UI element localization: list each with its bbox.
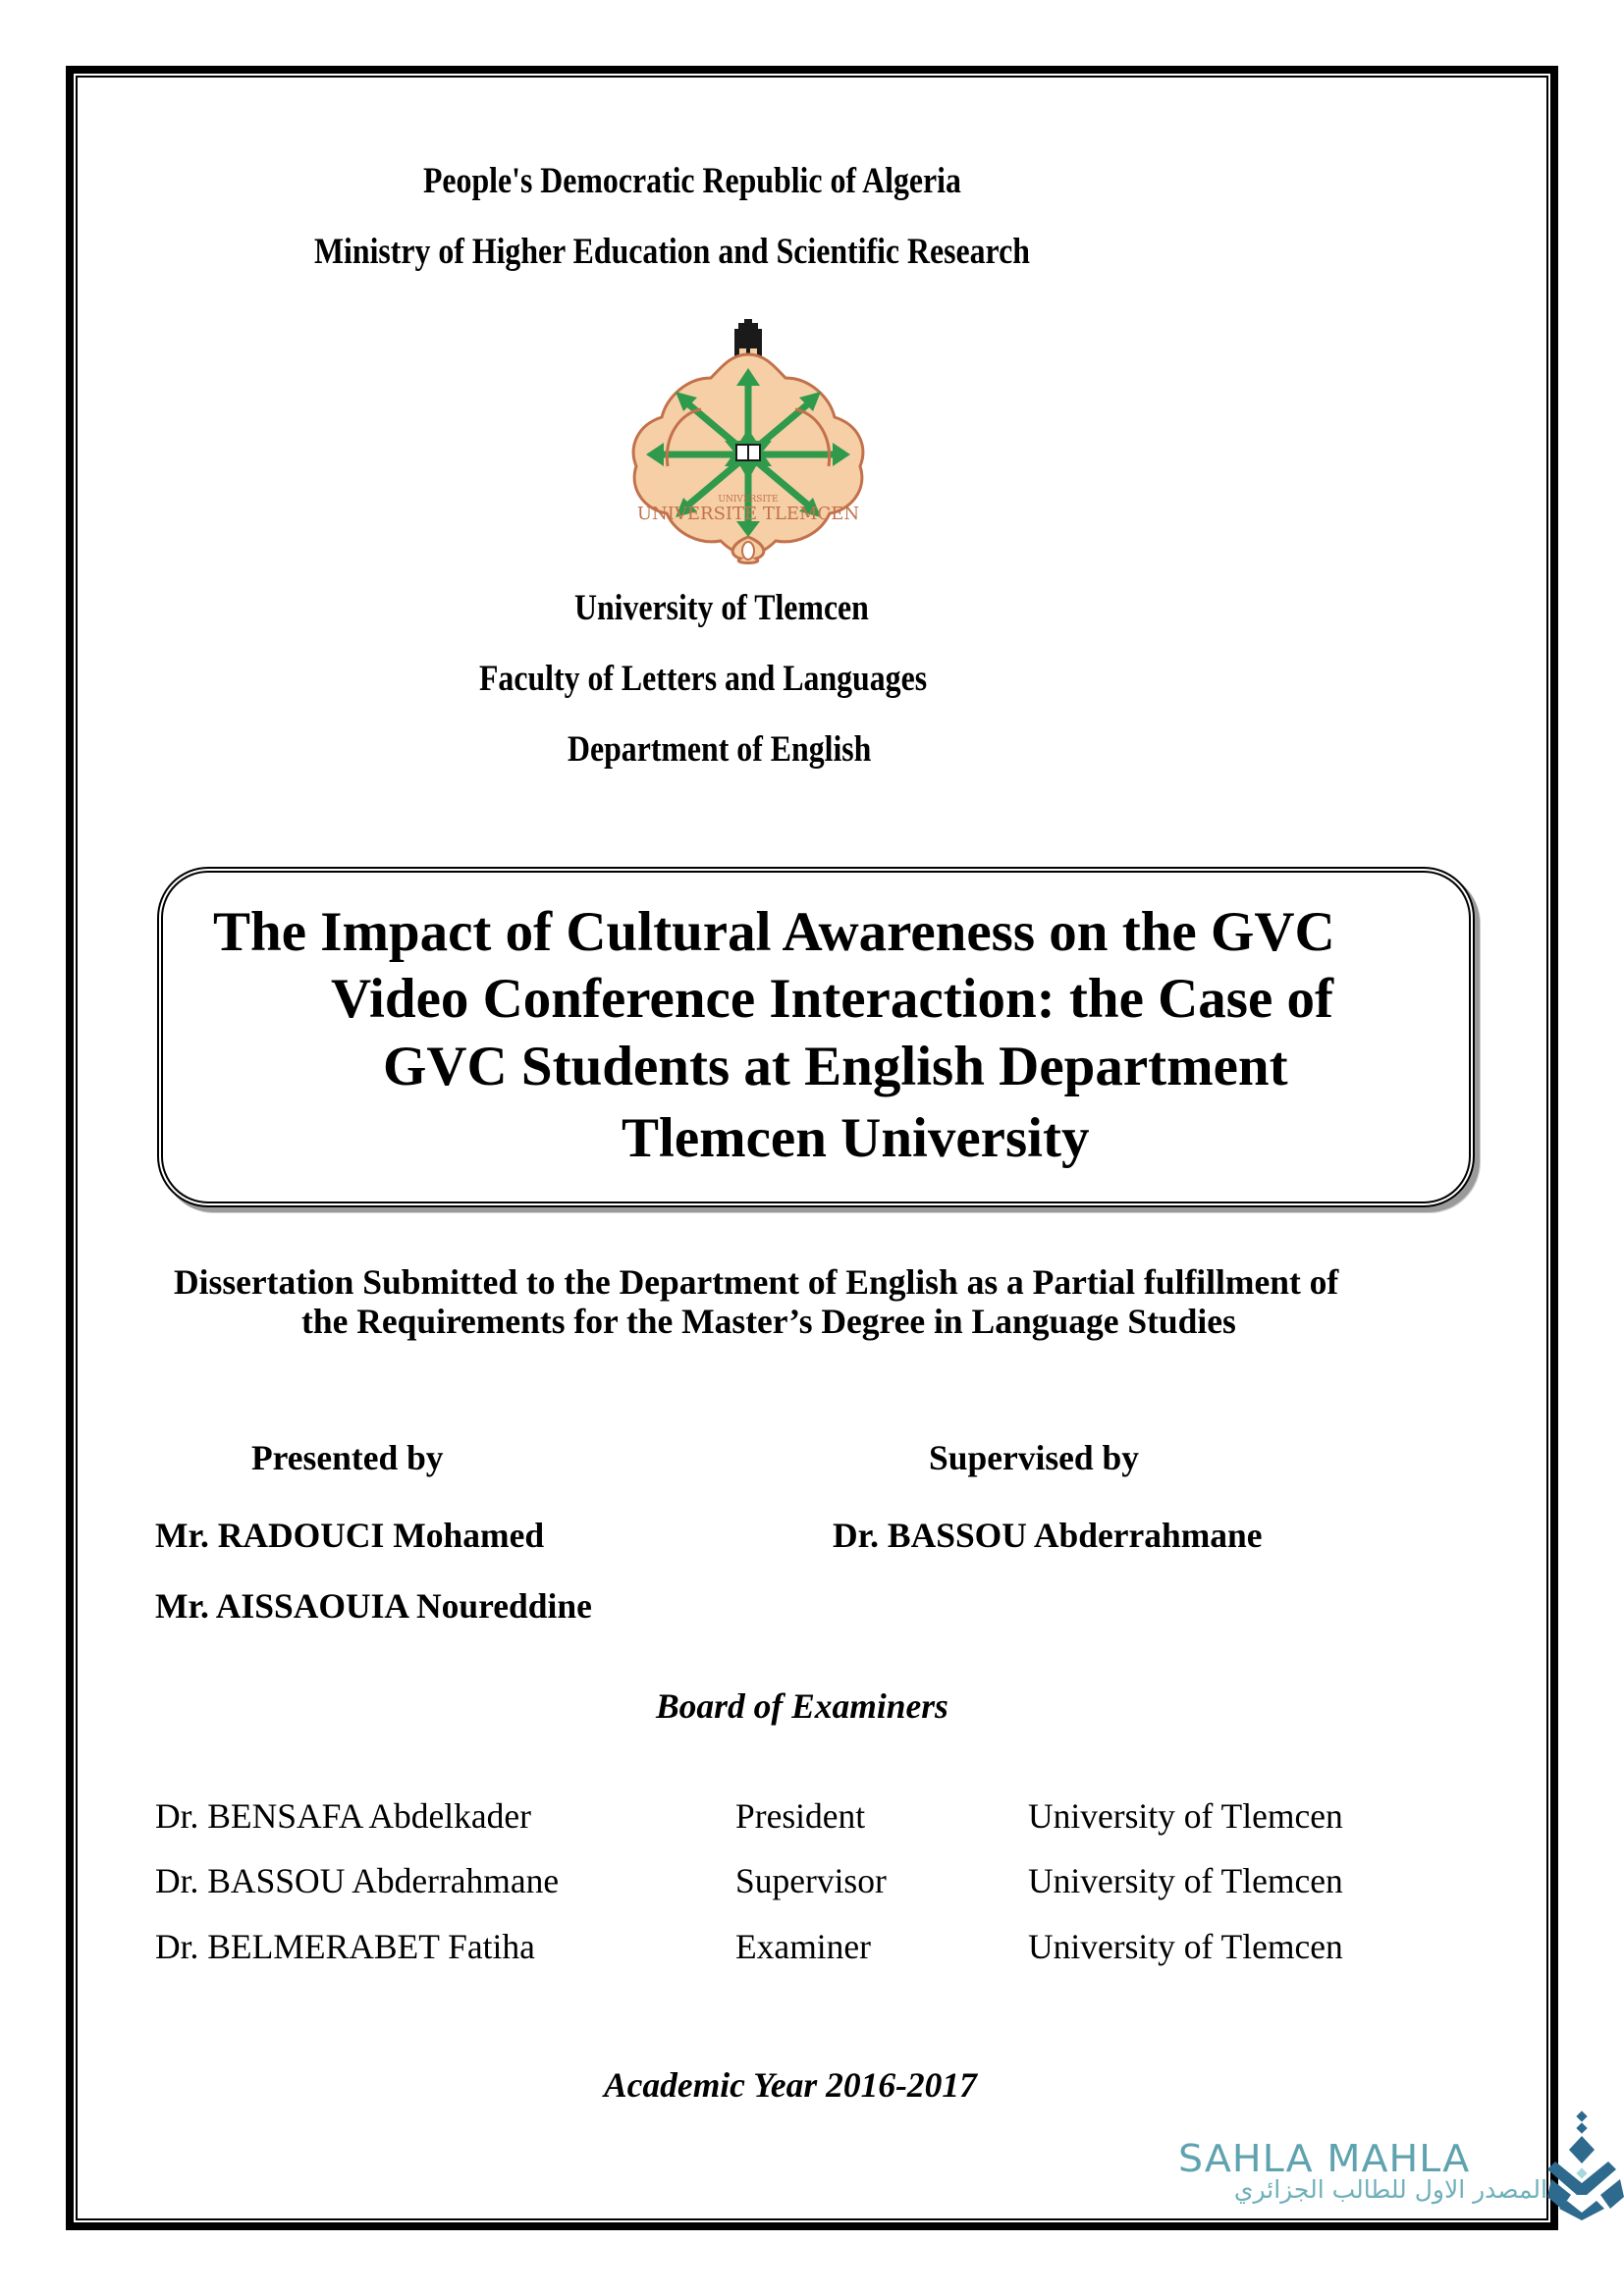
svg-text:UNIVERSITE: UNIVERSITE	[718, 495, 779, 505]
watermark-tagline: المصدر الاول للطالب الجزائري	[1233, 2175, 1547, 2204]
title-line-1: The Impact of Cultural Awareness on the GVC	[213, 901, 1335, 963]
watermark-logo-icon	[1547, 2110, 1624, 2220]
presented-by-label: Presented by	[251, 1438, 444, 1477]
ministry-name: Ministry of Higher Education and Scientific Research	[314, 232, 1030, 272]
title-line-4: Tlemcen University	[622, 1107, 1090, 1169]
academic-year: Academic Year 2016-2017	[604, 2065, 977, 2105]
faculty-name: Faculty of Letters and Languages	[479, 659, 928, 699]
title-line-2: Video Conference Interaction: the Case of	[331, 968, 1334, 1030]
student-name-1: Mr. RADOUCI Mohamed	[155, 1516, 545, 1555]
board-member-name: Dr. BASSOU Abderrahmane	[155, 1861, 560, 1900]
board-heading: Board of Examiners	[656, 1686, 948, 1726]
title-line-3: GVC Students at English Department	[383, 1036, 1288, 1097]
dissertation-line-1: Dissertation Submitted to the Department of English as a Partial fulfillment of	[174, 1262, 1339, 1302]
supervisor-name: Dr. BASSOU Abderrahmane	[833, 1516, 1263, 1555]
board-member-affiliation: University of Tlemcen	[1028, 1927, 1343, 1966]
university-name: University of Tlemcen	[574, 588, 869, 628]
board-member-name: Dr. BENSAFA Abdelkader	[155, 1796, 531, 1836]
watermark-brand: SAHLA MAHLA	[1178, 2137, 1471, 2180]
board-member-affiliation: University of Tlemcen	[1028, 1796, 1343, 1836]
country-name: People's Democratic Republic of Algeria	[423, 161, 961, 201]
student-name-2: Mr. AISSAOUIA Noureddine	[155, 1586, 592, 1626]
dissertation-line-2: the Requirements for the Master’s Degree in Language Studies	[301, 1302, 1236, 1341]
board-member-role: Examiner	[735, 1927, 871, 1966]
department-name: Department of English	[568, 729, 872, 770]
board-member-name: Dr. BELMERABET Fatiha	[155, 1927, 535, 1966]
university-emblem-icon	[628, 319, 868, 566]
board-member-role: President	[735, 1796, 866, 1836]
board-member-affiliation: University of Tlemcen	[1028, 1861, 1343, 1900]
supervised-by-label: Supervised by	[929, 1438, 1140, 1477]
board-member-role: Supervisor	[735, 1861, 887, 1900]
emblem-text: UNIVERSITE TLEMCEN	[636, 504, 860, 524]
